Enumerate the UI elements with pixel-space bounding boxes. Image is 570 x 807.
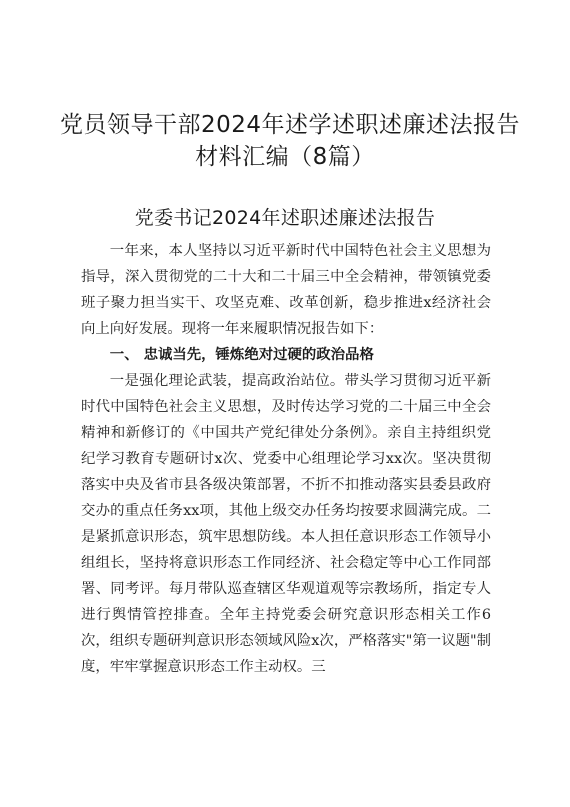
heading-1: 一、 忠诚当先，锤炼绝对过硬的政治品格 (109, 347, 374, 363)
document-title-line-2: 材料汇编（8篇） (195, 144, 375, 170)
body-paragraph: 一是强化理论武装，提高政治站位。带头学习贯彻习近平新时代中国特色社会主义思想，及时传达学习党的二十届三中全会精神和新修订的《中国共产党纪律处分条例》。亲自主持组织党纪学习教育专题研讨x次、党委中心组理论学习xx次。坚决贯彻落实中央及省市县各级决策部署，不折不扣推动落实县委县政府交办的重点任务xx项，其他上级交办任务均按要求圆满完成。二是紧抓意识形态，筑牢思想防线。本人担任意识形态工作领导小组组长，坚持将意识形态工作同经济、社会稳定等中心工作同部署、同考评。每月带队巡查辖区华观道观等宗教场所，指定专人进行舆情管控排查。全年主持党委会研究意识形态相关工作6次，组织专题研判意识形态领域风险x次，严格落实"第一议题"制度，牢牢掌握意识形态工作主动权。三 (81, 373, 491, 675)
intro-paragraph: 一年来，本人坚持以习近平新时代中国特色社会主义思想为指导，深入贯彻党的二十大和二十届三中全会精神，带领镇党委班子聚力担当实干、攻坚克难、改革创新，稳步推进x经济社会向上向好发展。现将一年来履职情况报告如下： (81, 243, 491, 337)
section-title: 党委书记2024年述职述廉述法报告 (134, 207, 436, 229)
document-title-line-1: 党员领导干部2024年述学述职述廉述法报告 (60, 112, 521, 138)
